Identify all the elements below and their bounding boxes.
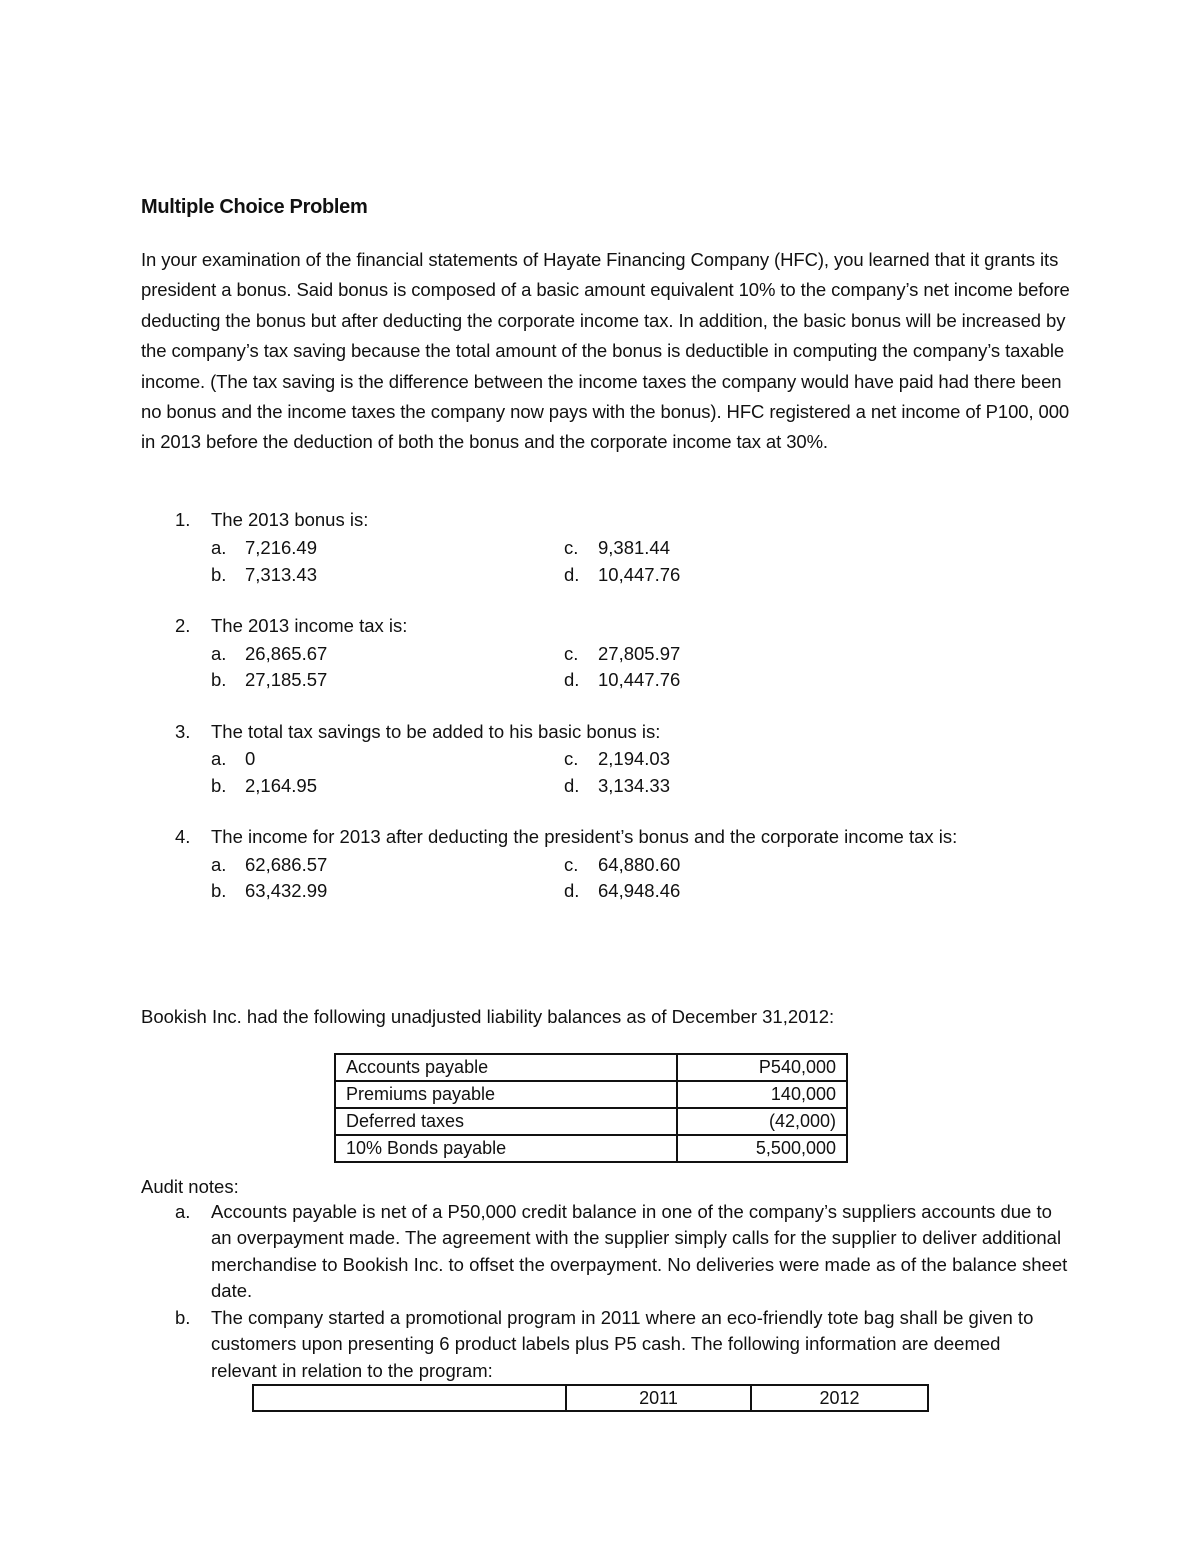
question-number: 1. — [175, 509, 191, 530]
liability-label: 10% Bonds payable — [335, 1135, 677, 1162]
option-d: d. 64,948.46 — [564, 880, 681, 901]
bookish-intro: Bookish Inc. had the following unadjusted liability balances as of December 31,2012: — [141, 1006, 835, 1027]
question-text: The 2013 income tax is: — [211, 615, 408, 636]
section-title: Multiple Choice Problem — [141, 196, 368, 218]
option-c: c. 2,194.03 — [564, 748, 671, 769]
option-a: a. 62,686.57 — [211, 854, 328, 875]
liability-amount: P540,000 — [677, 1054, 847, 1081]
note-text: Accounts payable is net of a P50,000 credit balance in one of the company’s suppliers accounts due to an overpayment made. The agreement with the supplier simply calls for the supplier to deliver additional merchandise to Bookish Inc. to offset the overpayment. No deliveries were made as of the balance sheet date. — [211, 1201, 1068, 1301]
option-d: d. 3,134.33 — [564, 775, 671, 796]
liability-label: Deferred taxes — [335, 1108, 677, 1135]
question-text: The income for 2013 after deducting the president’s bonus and the corporate income tax is: — [211, 826, 958, 847]
option-c: c. 64,880.60 — [564, 854, 681, 875]
program-table — [252, 1384, 929, 1412]
table-row — [335, 1054, 847, 1081]
header-cell-blank — [253, 1385, 566, 1411]
question-number: 2. — [175, 615, 191, 636]
audit-note-a — [175, 1199, 1070, 1304]
liability-amount: (42,000) — [677, 1108, 847, 1135]
option-c: c. 9,381.44 — [564, 537, 671, 558]
table-row — [335, 1135, 847, 1162]
table-row — [335, 1108, 847, 1135]
option-a: a. 26,865.67 — [211, 643, 328, 664]
table-header-row — [253, 1385, 928, 1411]
question-text: The 2013 bonus is: — [211, 509, 369, 530]
option-c: c. 27,805.97 — [564, 643, 681, 664]
option-a: a. 0 — [211, 748, 256, 769]
audit-note-b — [175, 1305, 1070, 1384]
header-cell-2011: 2011 — [566, 1385, 751, 1411]
liability-table — [334, 1053, 848, 1163]
option-d: d. 10,447.76 — [564, 669, 681, 690]
question-text: The total tax savings to be added to his basic bonus is: — [211, 721, 661, 742]
question-number: 4. — [175, 826, 191, 847]
liability-label: Accounts payable — [335, 1054, 677, 1081]
note-text: The company started a promotional program in 2011 where an eco-friendly tote bag shall be given to customers upon presenting 6 product labels plus P5 cash. The following information are deemed relevant in relation to the program: — [211, 1307, 1034, 1381]
header-cell-2012: 2012 — [751, 1385, 928, 1411]
option-b: b. 63,432.99 — [211, 880, 328, 901]
note-letter: a. — [175, 1201, 191, 1222]
liability-amount: 140,000 — [677, 1081, 847, 1108]
table-row — [335, 1081, 847, 1108]
problem-intro: In your examination of the financial statements of Hayate Financing Company (HFC), you learned that it grants its president a bonus. Said bonus is composed of a basic amount equivalent 10% to the company’s net income before deducting the bonus but after deducting the corporate income tax. In addition, the basic bonus will be increased by the company’s tax saving because the total amount of the bonus is deductible in computing the company’s taxable income. (The tax saving is the difference between the income taxes the company would have paid had there been no bonus and the income taxes the company now pays with the bonus). HFC registered a net income of P100, 000 in 2013 before the deduction of both the bonus and the corporate income tax at 30%. — [141, 249, 1070, 453]
option-a: a. 7,216.49 — [211, 537, 318, 558]
note-letter: b. — [175, 1307, 191, 1328]
liability-label: Premiums payable — [335, 1081, 677, 1108]
option-b: b. 27,185.57 — [211, 669, 328, 690]
liability-amount: 5,500,000 — [677, 1135, 847, 1162]
option-b: b. 2,164.95 — [211, 775, 318, 796]
option-b: b. 7,313.43 — [211, 564, 318, 585]
question-number: 3. — [175, 721, 191, 742]
audit-notes-heading: Audit notes: — [141, 1176, 239, 1197]
option-d: d. 10,447.76 — [564, 564, 681, 585]
